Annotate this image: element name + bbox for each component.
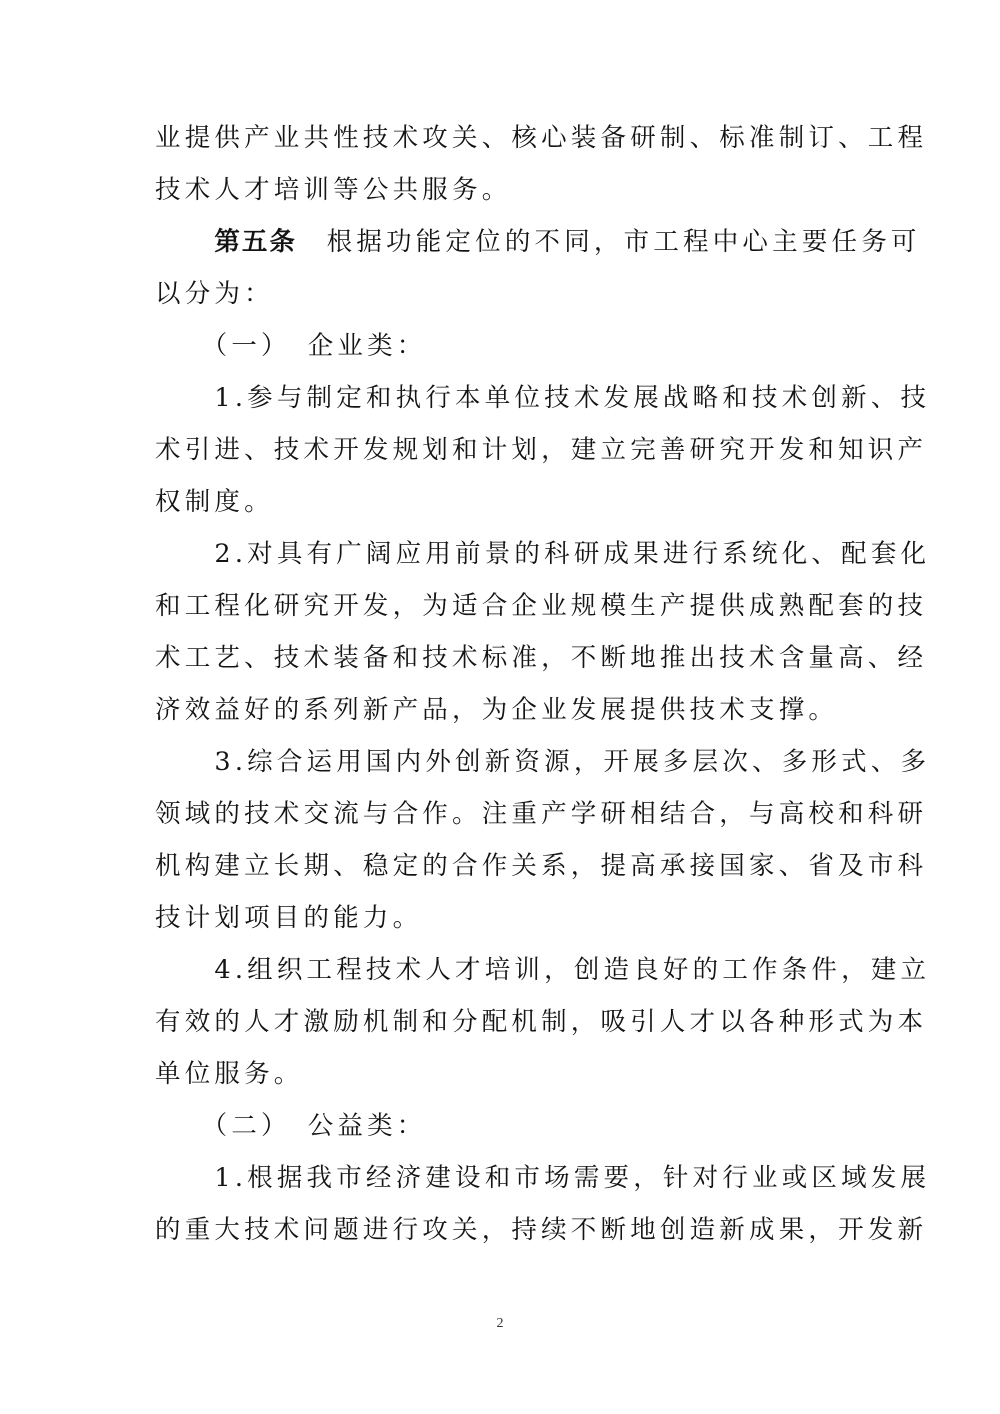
section-heading: （一） 企业类： — [155, 331, 427, 361]
text-line: 技计划项目的能力。 — [155, 903, 423, 933]
text-line: 2.对具有广阔应用前景的科研成果进行系统化、配套化 — [155, 539, 931, 569]
text-line: 机构建立长期、稳定的合作关系，提高承接国家、省及市科 — [155, 851, 928, 881]
text-line: 以分为： — [155, 279, 274, 309]
text-line: 单位服务。 — [155, 1059, 304, 1089]
article-heading-text: 根据功能定位的不同，市工程中心主要任务可 — [296, 227, 921, 257]
text-line: 1.根据我市经济建设和市场需要，针对行业或区域发展 — [155, 1163, 931, 1193]
text-line: 有效的人才激励机制和分配机制，吸引人才以各种形式为本 — [155, 1007, 928, 1037]
text-line: 3.综合运用国内外创新资源，开展多层次、多形式、多 — [155, 747, 931, 777]
text-line: 领域的技术交流与合作。注重产学研相结合，与高校和科研 — [155, 799, 928, 829]
text-line: 技术人才培训等公共服务。 — [155, 175, 512, 205]
text-line: 济效益好的系列新产品，为企业发展提供技术支撑。 — [155, 695, 839, 725]
text-line: 和工程化研究开发，为适合企业规模生产提供成熟配套的技 — [155, 591, 928, 621]
section-heading: （二） 公益类： — [155, 1111, 427, 1141]
text-line: 术工艺、技术装备和技术标准，不断地推出技术含量高、经 — [155, 643, 928, 673]
text-line: 业提供产业共性技术攻关、核心装备研制、标准制订、工程 — [155, 123, 928, 153]
text-line: 4.组织工程技术人才培训，创造良好的工作条件，建立 — [155, 955, 931, 985]
text-line: 术引进、技术开发规划和计划，建立完善研究开发和知识产 — [155, 435, 928, 465]
text-line: 的重大技术问题进行攻关，持续不断地创造新成果，开发新 — [155, 1215, 928, 1245]
text-line: 1.参与制定和执行本单位技术发展战略和技术创新、技 — [155, 383, 931, 413]
article-heading-line — [155, 216, 921, 268]
article-number: 第五条 — [214, 227, 297, 257]
text-line: 权制度。 — [155, 487, 274, 517]
page-number: 2 — [496, 1316, 504, 1331]
body-text — [155, 112, 931, 1256]
